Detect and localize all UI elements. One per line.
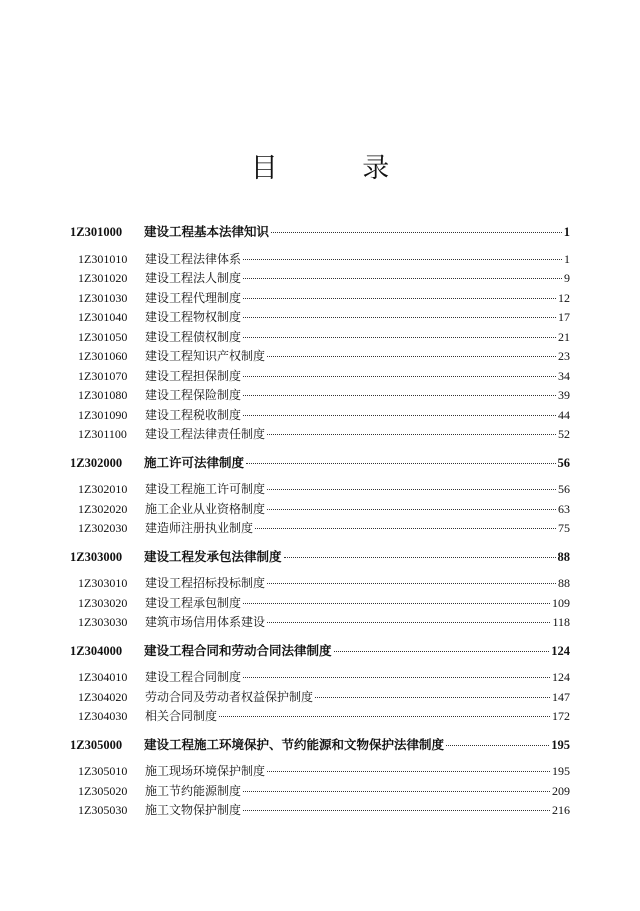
dot-leader <box>243 810 550 811</box>
entry-page-number: 88 <box>557 549 570 564</box>
entry-code: 1Z304030 <box>78 709 128 723</box>
entry-title: 施工企业从业资格制度 <box>145 501 266 516</box>
dot-leader <box>267 489 556 490</box>
entry-title: 建设工程合同制度 <box>145 670 242 684</box>
entry-page-number: 147 <box>552 689 570 704</box>
entry-title: 建设工程施工许可制度 <box>145 482 266 496</box>
entry-code: 1Z304010 <box>78 670 128 684</box>
dot-leader <box>243 298 556 299</box>
entry-page-number: 172 <box>552 709 570 723</box>
entry-code: 1Z301030 <box>78 290 128 305</box>
entry-title: 施工现场环境保护制度 <box>145 764 266 778</box>
entry-code: 1Z305000 <box>70 737 123 752</box>
toc-section-heading[interactable] <box>70 222 570 243</box>
entry-title: 建设工程知识产权制度 <box>145 349 266 363</box>
entry-page-number: 23 <box>558 349 570 363</box>
toc-entry[interactable] <box>70 801 570 821</box>
entry-page-number: 195 <box>551 737 570 752</box>
entry-code: 1Z301100 <box>78 427 127 441</box>
entry-title: 劳动合同及劳动者权益保护制度 <box>145 689 314 704</box>
toc-entry[interactable] <box>70 668 570 688</box>
dot-leader <box>219 716 550 717</box>
entry-code: 1Z301010 <box>78 251 128 266</box>
entry-title: 建设工程发承包法律制度 <box>144 548 282 564</box>
dot-leader <box>243 259 562 260</box>
toc-entry[interactable] <box>70 308 570 328</box>
entry-page-number: 12 <box>558 290 570 305</box>
toc-entry[interactable] <box>70 519 570 539</box>
toc-section <box>70 735 570 821</box>
dot-leader <box>243 415 556 416</box>
dot-leader <box>243 337 556 338</box>
toc-entry[interactable] <box>70 594 570 614</box>
entry-code: 1Z301040 <box>78 310 128 324</box>
entry-code: 1Z301070 <box>78 368 128 383</box>
entry-title: 建设工程承包制度 <box>145 595 242 610</box>
entry-page-number: 75 <box>558 521 570 535</box>
dot-leader <box>267 622 550 623</box>
entry-title: 建设工程物权制度 <box>145 310 242 324</box>
toc-entry[interactable] <box>70 480 570 500</box>
entry-title: 建设工程税收制度 <box>145 407 242 422</box>
entry-title: 建设工程基本法律知识 <box>144 224 270 239</box>
entry-code: 1Z303020 <box>78 595 128 610</box>
dot-leader <box>315 697 550 698</box>
entry-page-number: 118 <box>552 615 570 629</box>
entry-code: 1Z301060 <box>78 349 128 363</box>
dot-leader <box>284 557 556 558</box>
dot-leader <box>243 603 550 604</box>
page-title: 目 录 <box>250 153 428 184</box>
entry-title: 建设工程保险制度 <box>145 388 242 402</box>
entry-code: 1Z305030 <box>78 803 128 817</box>
entry-code: 1Z301080 <box>78 388 128 402</box>
dot-leader <box>255 528 556 529</box>
entry-page-number: 1 <box>563 225 570 239</box>
entry-title: 建设工程债权制度 <box>145 329 242 344</box>
toc-entry[interactable] <box>70 707 570 727</box>
toc-section <box>70 453 570 539</box>
entry-title: 施工许可法律制度 <box>144 454 245 470</box>
entry-page-number: 9 <box>564 271 570 285</box>
entry-page-number: 56 <box>558 482 570 496</box>
entry-page-number: 39 <box>558 388 570 402</box>
toc-section-heading[interactable] <box>70 735 570 756</box>
dot-leader <box>243 677 550 678</box>
dot-leader <box>334 651 550 652</box>
entry-title: 建造师注册执业制度 <box>145 521 254 535</box>
entry-page-number: 56 <box>557 455 570 470</box>
entry-title: 建设工程代理制度 <box>145 290 242 305</box>
entry-code: 1Z305010 <box>78 764 128 778</box>
toc-entry[interactable] <box>70 782 570 802</box>
toc-section-heading[interactable] <box>70 641 570 662</box>
entry-code: 1Z301000 <box>70 225 123 239</box>
dot-leader <box>243 278 562 279</box>
dot-leader <box>267 509 556 510</box>
entry-page-number: 63 <box>558 501 570 516</box>
entry-code: 1Z304020 <box>78 689 128 704</box>
dot-leader <box>267 583 556 584</box>
entry-page-number: 124 <box>551 643 570 658</box>
entry-code: 1Z301020 <box>78 271 128 285</box>
entry-code: 1Z302030 <box>78 521 128 535</box>
entry-page-number: 209 <box>552 783 570 798</box>
dot-leader <box>446 745 549 746</box>
table-of-contents <box>70 222 570 829</box>
entry-title: 相关合同制度 <box>145 709 218 723</box>
entry-code: 1Z305020 <box>78 783 128 798</box>
entry-code: 1Z303000 <box>70 549 123 564</box>
toc-section-heading[interactable] <box>70 547 570 568</box>
entry-page-number: 52 <box>558 427 570 441</box>
dot-leader <box>246 463 555 464</box>
dot-leader <box>271 232 562 233</box>
entry-title: 建设工程施工环境保护、节约能源和文物保护法律制度 <box>144 736 445 752</box>
dot-leader <box>243 791 550 792</box>
entry-code: 1Z302010 <box>78 482 128 496</box>
entry-title: 建设工程担保制度 <box>145 368 242 383</box>
entry-page-number: 34 <box>558 368 570 383</box>
toc-section <box>70 641 570 727</box>
entry-code: 1Z303030 <box>78 615 128 629</box>
entry-title: 建设工程法人制度 <box>145 271 242 285</box>
entry-page-number: 216 <box>552 803 570 817</box>
toc-entry[interactable] <box>70 289 570 309</box>
dot-leader <box>267 434 556 435</box>
entry-title: 建设工程招标投标制度 <box>145 576 266 590</box>
toc-entry[interactable] <box>70 613 570 633</box>
entry-page-number: 21 <box>558 329 570 344</box>
toc-entry[interactable] <box>70 269 570 289</box>
dot-leader <box>267 356 556 357</box>
entry-title: 建设工程法律体系 <box>145 251 242 266</box>
entry-code: 1Z304000 <box>70 643 123 658</box>
toc-entry[interactable] <box>70 367 570 387</box>
entry-code: 1Z301090 <box>78 407 128 422</box>
dot-leader <box>243 317 556 318</box>
entry-page-number: 109 <box>552 595 570 610</box>
entry-code: 1Z301050 <box>78 329 128 344</box>
toc-section <box>70 547 570 633</box>
dot-leader <box>243 395 556 396</box>
entry-title: 建筑市场信用体系建设 <box>145 615 266 629</box>
toc-entry[interactable] <box>70 406 570 426</box>
toc-entry[interactable] <box>70 328 570 348</box>
toc-entry[interactable] <box>70 762 570 782</box>
toc-entry[interactable] <box>70 574 570 594</box>
entry-page-number: 88 <box>558 576 570 590</box>
toc-entry[interactable] <box>70 250 570 270</box>
entry-title: 建设工程合同和劳动合同法律制度 <box>144 642 332 658</box>
entry-page-number: 17 <box>558 310 570 324</box>
entry-page-number: 124 <box>552 670 570 684</box>
dot-leader <box>267 771 550 772</box>
toc-entry[interactable] <box>70 386 570 406</box>
toc-entry[interactable] <box>70 425 570 445</box>
entry-title: 施工节约能源制度 <box>145 783 242 798</box>
entry-page-number: 1 <box>564 251 570 266</box>
entry-code: 1Z303010 <box>78 576 128 590</box>
toc-section <box>70 222 570 445</box>
dot-leader <box>243 376 556 377</box>
entry-title: 施工文物保护制度 <box>145 803 242 817</box>
entry-page-number: 44 <box>558 407 570 422</box>
toc-entry[interactable] <box>70 688 570 708</box>
toc-entry[interactable] <box>70 500 570 520</box>
entry-title: 建设工程法律责任制度 <box>145 427 266 441</box>
toc-section-heading[interactable] <box>70 453 570 474</box>
entry-code: 1Z302020 <box>78 501 128 516</box>
entry-page-number: 195 <box>552 764 570 778</box>
entry-code: 1Z302000 <box>70 455 123 470</box>
toc-entry[interactable] <box>70 347 570 367</box>
